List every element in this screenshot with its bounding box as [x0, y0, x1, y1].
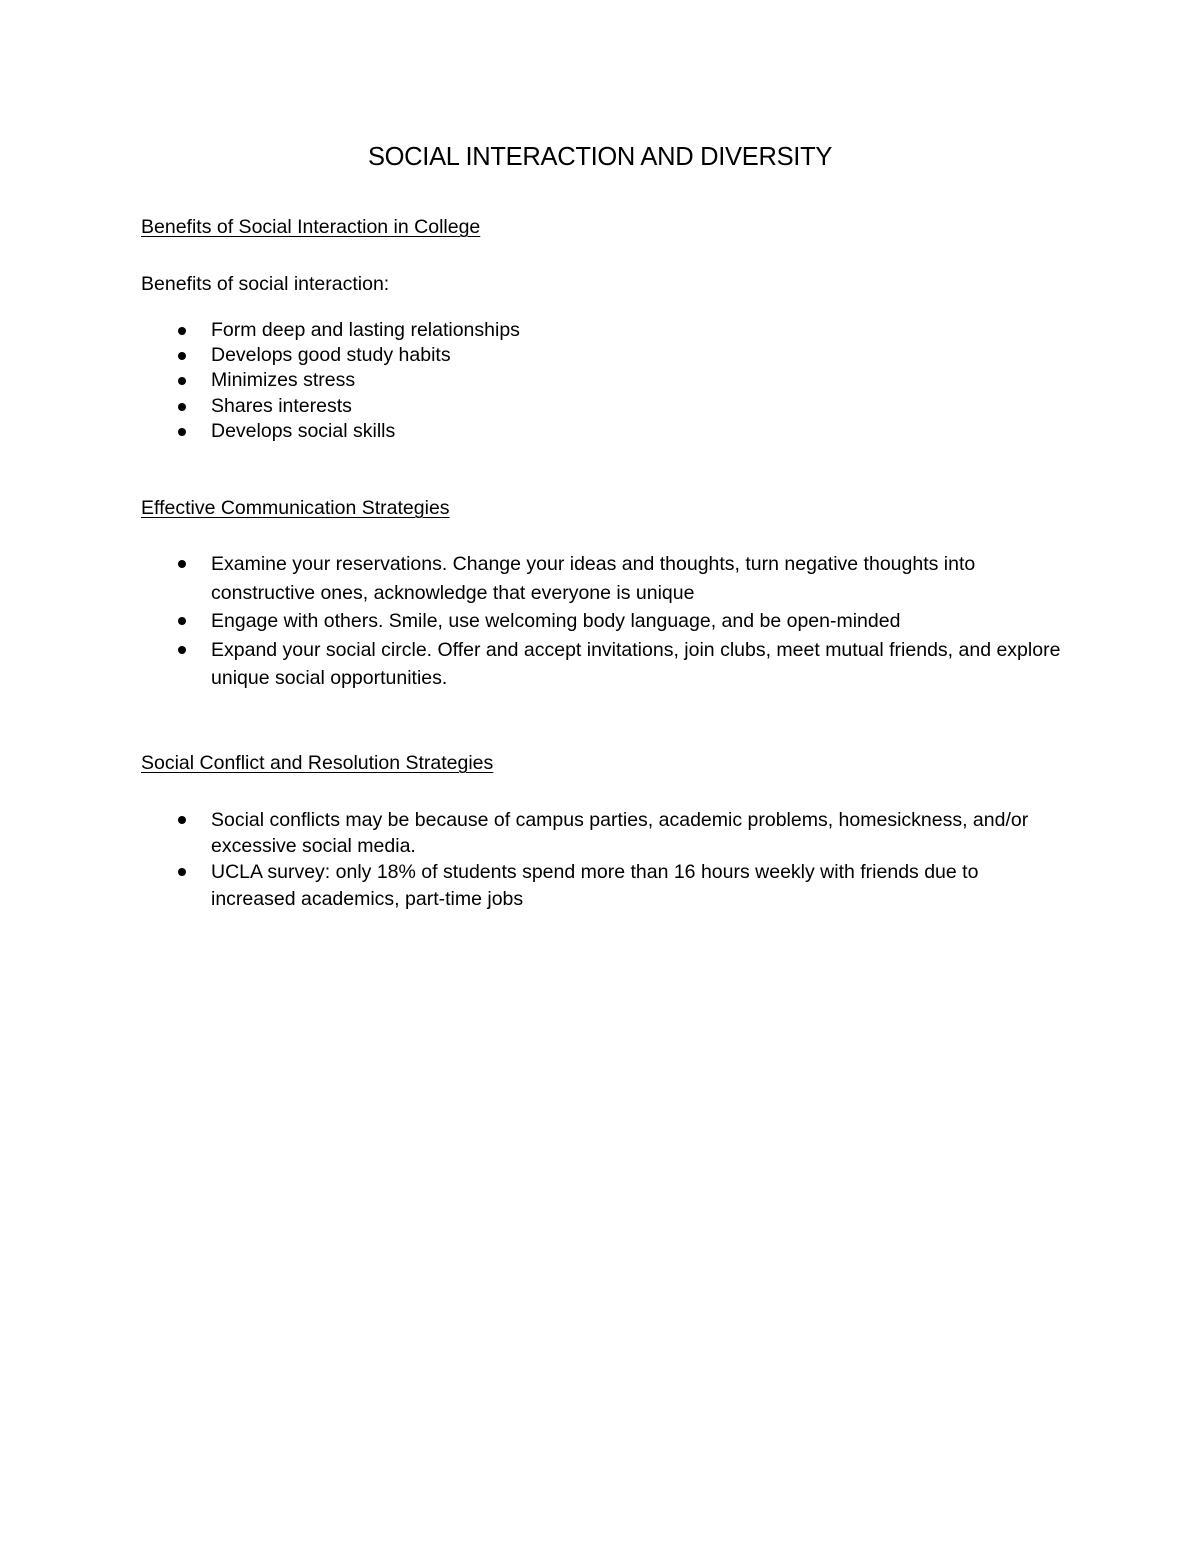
bullet-icon — [178, 868, 186, 876]
list-item: UCLA survey: only 18% of students spend more than 16 hours weekly with friends due to increased academics, part-time jobs — [141, 859, 1061, 911]
list-item: Social conflicts may be because of campus parties, academic problems, homesickness, and/or excessive social media. — [141, 807, 1061, 859]
communication-list — [141, 550, 1061, 693]
bullet-icon — [178, 617, 186, 625]
benefits-list — [141, 318, 1061, 444]
bullet-icon — [178, 327, 186, 335]
document-title: SOCIAL INTERACTION AND DIVERSITY — [367, 143, 833, 171]
list-item: Engage with others. Smile, use welcoming body language, and be open-minded — [141, 607, 1061, 636]
bullet-icon — [178, 646, 186, 654]
section-heading-communication: Effective Communication Strategies — [141, 497, 450, 519]
bullet-icon — [178, 377, 186, 385]
list-item: Examine your reservations. Change your ideas and thoughts, turn negative thoughts into constructive ones, acknowledge that everyone is unique — [141, 550, 1061, 607]
bullet-icon — [178, 560, 186, 568]
list-item: Shares interests — [141, 394, 1061, 419]
section-heading-benefits: Benefits of Social Interaction in College — [141, 216, 481, 238]
list-item: Expand your social circle. Offer and accept invitations, join clubs, meet mutual friends, and explore unique social opportunities. — [141, 636, 1061, 693]
list-item: Develops social skills — [141, 419, 1061, 444]
bullet-icon — [178, 816, 186, 824]
list-item: Form deep and lasting relationships — [141, 318, 1061, 343]
conflict-list — [141, 807, 1061, 912]
section-heading-conflict: Social Conflict and Resolution Strategies — [141, 752, 494, 774]
section-intro-benefits: Benefits of social interaction: — [141, 273, 390, 295]
bullet-icon — [178, 428, 186, 436]
bullet-icon — [178, 403, 186, 411]
list-item: Minimizes stress — [141, 368, 1061, 393]
list-item: Develops good study habits — [141, 343, 1061, 368]
bullet-icon — [178, 352, 186, 360]
